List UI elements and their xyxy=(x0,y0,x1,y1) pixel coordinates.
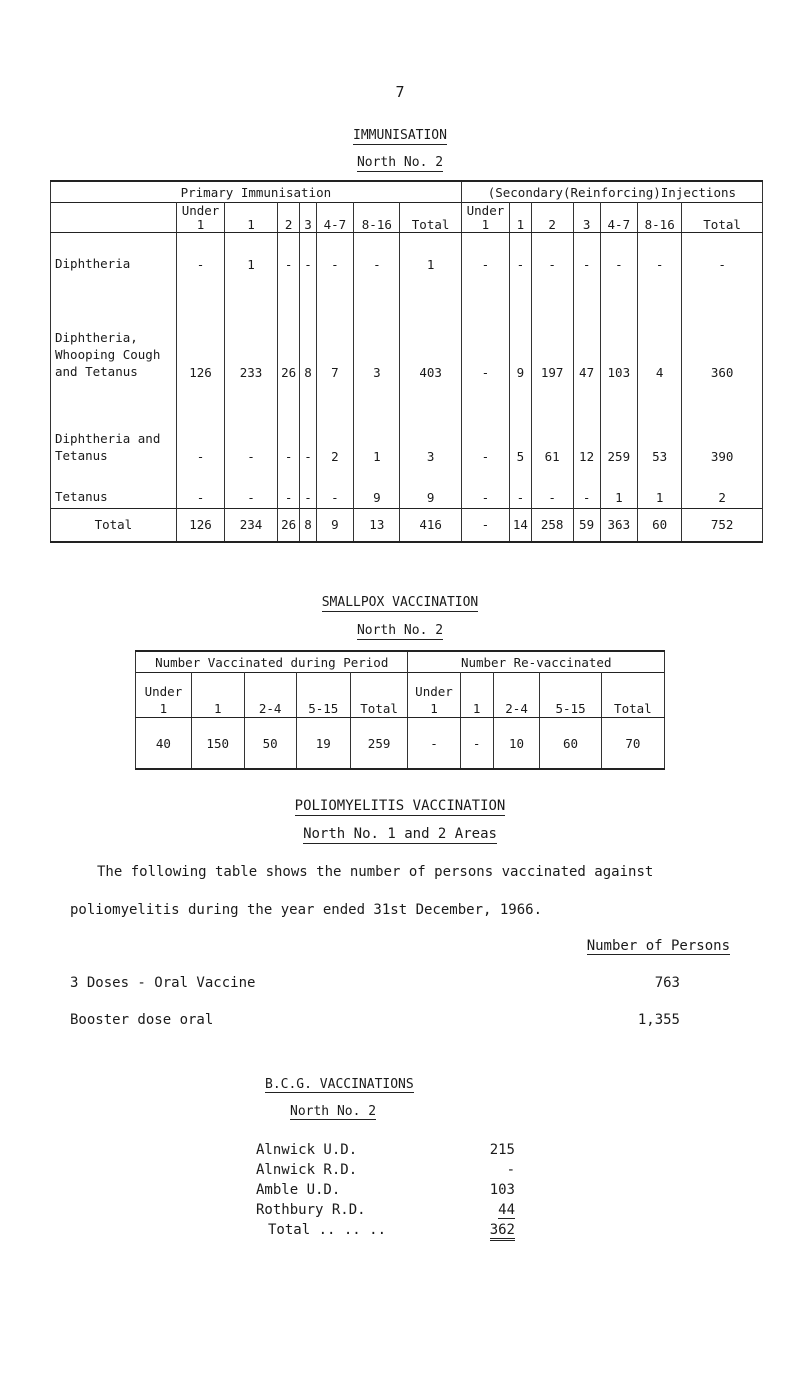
cell: 360 xyxy=(682,275,763,383)
cell: 363 xyxy=(600,508,638,542)
secondary-group-header: (Secondary(Reinforcing)Injections xyxy=(461,181,762,203)
cell: - xyxy=(461,275,509,383)
cell: 19 xyxy=(296,718,350,770)
bcg-item-label: Alnwick R.D. xyxy=(256,1162,358,1178)
polio-item-value: 1,355 xyxy=(637,1012,680,1028)
cell: 14 xyxy=(510,508,532,542)
cell: 9 xyxy=(400,467,461,509)
polio-item-label: Booster dose oral xyxy=(70,1012,214,1028)
cell: 50 xyxy=(244,718,296,770)
column-header: 8-16 xyxy=(638,203,682,233)
column-header: 1 xyxy=(225,203,278,233)
column-header-row xyxy=(51,203,763,233)
cell: 12 xyxy=(573,383,600,467)
cell: 1 xyxy=(354,383,400,467)
column-header: Total xyxy=(350,673,408,718)
polio-column-header: Number of Persons xyxy=(586,938,730,954)
cell: 259 xyxy=(350,718,408,770)
cell: 53 xyxy=(638,383,682,467)
polio-title: POLIOMYELITIS VACCINATION xyxy=(294,798,506,814)
cell: - xyxy=(682,233,763,275)
cell: - xyxy=(277,233,300,275)
cell: 416 xyxy=(400,508,461,542)
cell: 61 xyxy=(531,383,573,467)
row-label: Diphtheria, Whooping Cough and Tetanus xyxy=(51,275,177,383)
cell: 3 xyxy=(354,275,400,383)
table-row xyxy=(51,275,763,383)
cell: 26 xyxy=(277,508,300,542)
cell: 390 xyxy=(682,383,763,467)
column-header: Under 1 xyxy=(461,203,509,233)
cell: 13 xyxy=(354,508,400,542)
cell: - xyxy=(225,383,278,467)
bcg-item-value: 44 xyxy=(498,1202,515,1218)
column-header: Total xyxy=(601,673,664,718)
cell: 1 xyxy=(400,233,461,275)
revaccinated-group-header: Number Re-vaccinated xyxy=(408,651,665,673)
column-header: 1 xyxy=(191,673,244,718)
vaccinated-group-header: Number Vaccinated during Period xyxy=(136,651,408,673)
table-row xyxy=(51,383,763,467)
column-header: 4-7 xyxy=(600,203,638,233)
bcg-subtitle: North No. 2 xyxy=(290,1104,377,1119)
cell: 47 xyxy=(573,275,600,383)
cell: - xyxy=(510,233,532,275)
cell: 10 xyxy=(493,718,540,770)
bcg-total-label: Total .. .. .. xyxy=(268,1222,387,1238)
column-header: 2 xyxy=(277,203,300,233)
column-header: 2-4 xyxy=(493,673,540,718)
cell: 8 xyxy=(300,275,316,383)
cell: 9 xyxy=(316,508,354,542)
column-header: 2-4 xyxy=(244,673,296,718)
cell: 8 xyxy=(300,508,316,542)
bcg-total-value: 362 xyxy=(460,1220,515,1241)
cell: 233 xyxy=(225,275,278,383)
column-header: 1 xyxy=(460,673,493,718)
table-row xyxy=(136,718,665,770)
immunisation-subtitle: North No. 2 xyxy=(356,155,444,170)
cell: - xyxy=(408,718,460,770)
row-label: Diphtheria xyxy=(51,233,177,275)
cell: - xyxy=(600,233,638,275)
cell: - xyxy=(461,233,509,275)
cell: 5 xyxy=(510,383,532,467)
cell: - xyxy=(638,233,682,275)
table-row xyxy=(51,233,763,275)
bcg-item-value: - xyxy=(506,1162,515,1178)
cell: 103 xyxy=(600,275,638,383)
immunisation-table xyxy=(50,180,763,543)
cell: 9 xyxy=(510,275,532,383)
cell: 4 xyxy=(638,275,682,383)
cell: - xyxy=(531,467,573,509)
cell: - xyxy=(176,467,224,509)
cell: 26 xyxy=(277,275,300,383)
cell: - xyxy=(531,233,573,275)
total-row xyxy=(51,508,763,542)
cell: - xyxy=(461,383,509,467)
cell: - xyxy=(277,467,300,509)
cell: 259 xyxy=(600,383,638,467)
column-header: 4-7 xyxy=(316,203,354,233)
column-header-row xyxy=(136,673,665,718)
cell: 126 xyxy=(176,275,224,383)
cell: - xyxy=(510,467,532,509)
column-header: Total xyxy=(682,203,763,233)
smallpox-table xyxy=(135,650,665,770)
cell: 234 xyxy=(225,508,278,542)
group-header-row xyxy=(51,181,763,203)
cell: - xyxy=(225,467,278,509)
group-header-row xyxy=(136,651,665,673)
polio-item-value: 763 xyxy=(654,975,680,991)
cell: - xyxy=(300,467,316,509)
cell: 9 xyxy=(354,467,400,509)
bcg-item-value: 103 xyxy=(489,1182,515,1198)
cell: - xyxy=(300,233,316,275)
blank-header-cell xyxy=(51,203,177,233)
cell: 1 xyxy=(600,467,638,509)
cell: 59 xyxy=(573,508,600,542)
cell: 60 xyxy=(540,718,601,770)
column-header: 3 xyxy=(573,203,600,233)
cell: 150 xyxy=(191,718,244,770)
cell: 3 xyxy=(400,383,461,467)
column-header: 1 xyxy=(510,203,532,233)
cell: 40 xyxy=(136,718,192,770)
column-header: Under 1 xyxy=(136,673,192,718)
polio-paragraph: The following table shows the number of persons vaccinated against poliomyelitis during the year ended 31st December, 1966. xyxy=(70,864,654,918)
bcg-item-label: Alnwick U.D. xyxy=(256,1142,358,1158)
primary-group-header: Primary Immunisation xyxy=(51,181,462,203)
bcg-item-value: 215 xyxy=(489,1142,515,1158)
column-header: 5-15 xyxy=(296,673,350,718)
column-header: 3 xyxy=(300,203,316,233)
cell: - xyxy=(573,233,600,275)
cell: - xyxy=(316,467,354,509)
column-header: 2 xyxy=(531,203,573,233)
cell: 197 xyxy=(531,275,573,383)
column-header: Under 1 xyxy=(176,203,224,233)
column-header: 5-15 xyxy=(540,673,601,718)
cell: 752 xyxy=(682,508,763,542)
page-number: 7 xyxy=(395,83,405,101)
cell: 2 xyxy=(682,467,763,509)
bcg-item-label: Amble U.D. xyxy=(256,1182,341,1198)
cell: - xyxy=(573,467,600,509)
cell: - xyxy=(176,383,224,467)
cell: - xyxy=(460,718,493,770)
cell: 1 xyxy=(638,467,682,509)
cell: - xyxy=(461,467,509,509)
column-header: Under 1 xyxy=(408,673,460,718)
bcg-item-label: Rothbury R.D. xyxy=(256,1202,366,1218)
cell: 70 xyxy=(601,718,664,770)
cell: 126 xyxy=(176,508,224,542)
immunisation-title: IMMUNISATION xyxy=(353,128,447,143)
cell: 258 xyxy=(531,508,573,542)
cell: - xyxy=(277,383,300,467)
column-header: 8-16 xyxy=(354,203,400,233)
total-label: Total xyxy=(51,508,177,542)
cell: 7 xyxy=(316,275,354,383)
polio-subtitle: North No. 1 and 2 Areas xyxy=(303,826,497,842)
cell: - xyxy=(176,233,224,275)
cell: 2 xyxy=(316,383,354,467)
cell: - xyxy=(354,233,400,275)
row-label: Tetanus xyxy=(51,467,177,509)
cell: - xyxy=(461,508,509,542)
cell: - xyxy=(316,233,354,275)
cell: 60 xyxy=(638,508,682,542)
cell: - xyxy=(300,383,316,467)
polio-item-label: 3 Doses - Oral Vaccine xyxy=(70,975,256,991)
cell: 1 xyxy=(225,233,278,275)
row-label: Diphtheria and Tetanus xyxy=(51,383,177,467)
table-row xyxy=(51,467,763,509)
cell: 403 xyxy=(400,275,461,383)
smallpox-subtitle: North No. 2 xyxy=(356,623,444,638)
smallpox-title: SMALLPOX VACCINATION xyxy=(321,595,479,610)
bcg-title: B.C.G. VACCINATIONS xyxy=(265,1077,414,1092)
column-header: Total xyxy=(400,203,461,233)
